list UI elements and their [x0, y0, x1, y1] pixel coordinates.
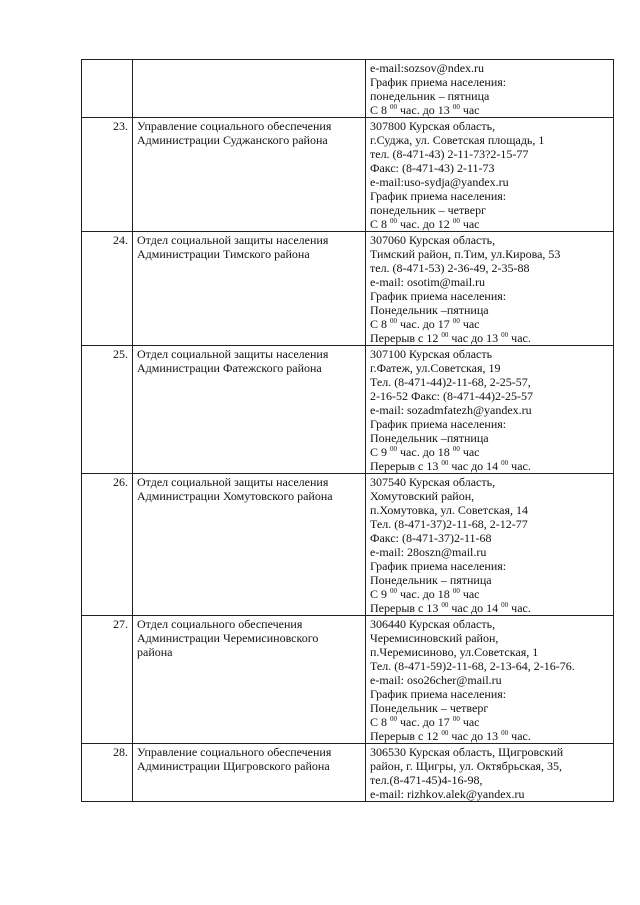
contact-info [366, 744, 614, 802]
contact-line: С 8 $^{00}$ час. до 13 $^{00}$ час [370, 103, 480, 117]
contact-line: e-mail: osotim@mail.ru [370, 275, 486, 289]
contact-line: тел. (8-471-43) 2-11-73?2-15-77 [370, 147, 529, 161]
organization-name-line: Управление социального обеспечения [137, 745, 332, 759]
time-minutes-superscript: 00 [441, 459, 449, 467]
contact-line: Понедельник – четверг [370, 701, 489, 715]
row-number: 23. [82, 118, 133, 232]
contact-line: тел.(8-471-45)4-16-98, [370, 773, 483, 787]
contact-line: 306530 Курская область, Щигровский [370, 745, 564, 759]
contact-line: График приема населения: [370, 417, 507, 431]
contact-line: С 8 $^{00}$ час. до 17 $^{00}$ час [370, 317, 480, 331]
contact-info [366, 60, 614, 118]
contact-line: п.Хомутовка, ул. Советская, 14 [370, 503, 529, 517]
contact-line: e-mail: sozadmfatezh@yandex.ru [370, 403, 532, 417]
organization-name-line: Администрации Черемисиновского [137, 631, 319, 645]
contact-line: 2-16-52 Факс: (8-471-44)2-25-57 [370, 389, 533, 403]
row-number: 28. [82, 744, 133, 802]
row-number: 27. [82, 616, 133, 744]
contact-info [366, 232, 614, 346]
time-minutes-superscript: 00 [390, 445, 398, 453]
contact-line: п.Черемисиново, ул.Советская, 1 [370, 645, 539, 659]
time-minutes-superscript: 00 [452, 317, 460, 325]
table-row [82, 474, 614, 616]
contact-line: График приема населения: [370, 289, 507, 303]
time-minutes-superscript: 00 [452, 587, 460, 595]
organization-name-line: Отдел социальной защиты населения [137, 233, 329, 247]
time-minutes-superscript: 00 [441, 331, 449, 339]
contact-line: График приема населения: [370, 559, 507, 573]
contact-line: График приема населения: [370, 687, 507, 701]
contact-line: 307060 Курская область, [370, 233, 496, 247]
contact-line: Понедельник – пятница [370, 573, 492, 587]
contact-line: График приема населения: [370, 189, 507, 203]
table-row [82, 118, 614, 232]
organization-name-line: района [137, 645, 173, 659]
contact-line: С 9 $^{00}$ час. до 18 $^{00}$ час [370, 587, 480, 601]
contact-line: С 9 $^{00}$ час. до 18 $^{00}$ час [370, 445, 480, 459]
organization-name-line: Отдел социальной защиты населения [137, 475, 329, 489]
organization-name-line: Отдел социального обеспечения [137, 617, 303, 631]
contact-line: 307100 Курская область [370, 347, 493, 361]
time-minutes-superscript: 00 [390, 587, 398, 595]
organization-name-line: Администрации Фатежского района [137, 361, 322, 375]
time-minutes-superscript: 00 [452, 445, 460, 453]
organization-name [133, 744, 366, 802]
contact-line: Перерыв с 13 $^{00}$ час до 14 $^{00}$ час. [370, 459, 531, 473]
time-minutes-superscript: 00 [390, 317, 398, 325]
contact-line: Тел. (8-471-59)2-11-68, 2-13-64, 2-16-76. [370, 659, 575, 673]
time-minutes-superscript: 00 [390, 217, 398, 225]
contact-line: e-mail: rizhkov.alek@yandex.ru [370, 787, 525, 801]
contact-line: Перерыв с 12 $^{00}$ час до 13 $^{00}$ час. [370, 729, 531, 743]
contact-line: Тел. (8-471-37)2-11-68, 2-12-77 [370, 517, 528, 531]
contact-line: тел. (8-471-53) 2-36-49, 2-35-88 [370, 261, 530, 275]
organization-name [133, 232, 366, 346]
time-minutes-superscript: 00 [441, 729, 449, 737]
contact-line: e-mail: 28oszn@mail.ru [370, 545, 487, 559]
row-number: 26. [82, 474, 133, 616]
contact-line: e-mail:uso-sydja@yandex.ru [370, 175, 509, 189]
contact-line: Черемисиновский район, [370, 631, 499, 645]
contact-line: Перерыв с 13 $^{00}$ час до 14 $^{00}$ час. [370, 601, 531, 615]
contact-line: e-mail: oso26cher@mail.ru [370, 673, 502, 687]
organization-name-line: Администрации Суджанского района [137, 133, 328, 147]
contact-info [366, 474, 614, 616]
time-minutes-superscript: 00 [390, 103, 398, 111]
organization-name [133, 346, 366, 474]
contact-line: С 8 $^{00}$ час. до 12 $^{00}$ час [370, 217, 480, 231]
contact-line: Перерыв с 12 $^{00}$ час до 13 $^{00}$ час. [370, 331, 531, 345]
table-row [82, 60, 614, 118]
contact-line: С 8 $^{00}$ час. до 17 $^{00}$ час [370, 715, 480, 729]
time-minutes-superscript: 00 [501, 459, 509, 467]
contacts-table [81, 59, 614, 802]
contact-info [366, 118, 614, 232]
time-minutes-superscript: 00 [501, 729, 509, 737]
contact-info [366, 616, 614, 744]
time-minutes-superscript: 00 [441, 601, 449, 609]
organization-name [133, 60, 366, 118]
contact-line: e-mail:sozsov@ndex.ru [370, 61, 485, 75]
contact-line: г.Фатеж, ул.Советская, 19 [370, 361, 501, 375]
organization-name-line: Администрации Тимского района [137, 247, 310, 261]
row-number: 25. [82, 346, 133, 474]
contact-line: Тел. (8-471-44)2-11-68, 2-25-57, [370, 375, 531, 389]
table-row [82, 744, 614, 802]
time-minutes-superscript: 00 [452, 715, 460, 723]
row-number [82, 60, 133, 118]
contact-line: Хомутовский район, [370, 489, 475, 503]
time-minutes-superscript: 00 [390, 715, 398, 723]
contact-line: График приема населения: [370, 75, 507, 89]
table-row [82, 232, 614, 346]
contact-line: район, г. Щигры, ул. Октябрьская, 35, [370, 759, 563, 773]
contact-line: Факс: (8-471-43) 2-11-73 [370, 161, 495, 175]
contact-info [366, 346, 614, 474]
contacts-table-body [82, 60, 614, 802]
contact-line: 307800 Курская область, [370, 119, 496, 133]
organization-name [133, 474, 366, 616]
contact-line: 306440 Курская область, [370, 617, 496, 631]
contact-line: понедельник – четверг [370, 203, 487, 217]
table-row [82, 346, 614, 474]
contact-line: Тимский район, п.Тим, ул.Кирова, 53 [370, 247, 561, 261]
organization-name [133, 118, 366, 232]
contact-line: г.Суджа, ул. Советская площадь, 1 [370, 133, 545, 147]
contact-line: Факс: (8-471-37)2-11-68 [370, 531, 492, 545]
organization-name [133, 616, 366, 744]
table-row [82, 616, 614, 744]
time-minutes-superscript: 00 [501, 331, 509, 339]
time-minutes-superscript: 00 [452, 217, 460, 225]
organization-name-line: Администрации Хомутовского района [137, 489, 333, 503]
contact-line: Понедельник –пятница [370, 303, 489, 317]
organization-name-line: Отдел социальной защиты населения [137, 347, 329, 361]
contact-line: понедельник – пятница [370, 89, 490, 103]
row-number: 24. [82, 232, 133, 346]
organization-name-line: Управление социального обеспечения [137, 119, 332, 133]
contact-line: Понедельник –пятница [370, 431, 489, 445]
organization-name-line: Администрации Щигровского района [137, 759, 330, 773]
contact-line: 307540 Курская область, [370, 475, 496, 489]
time-minutes-superscript: 00 [452, 103, 460, 111]
time-minutes-superscript: 00 [501, 601, 509, 609]
